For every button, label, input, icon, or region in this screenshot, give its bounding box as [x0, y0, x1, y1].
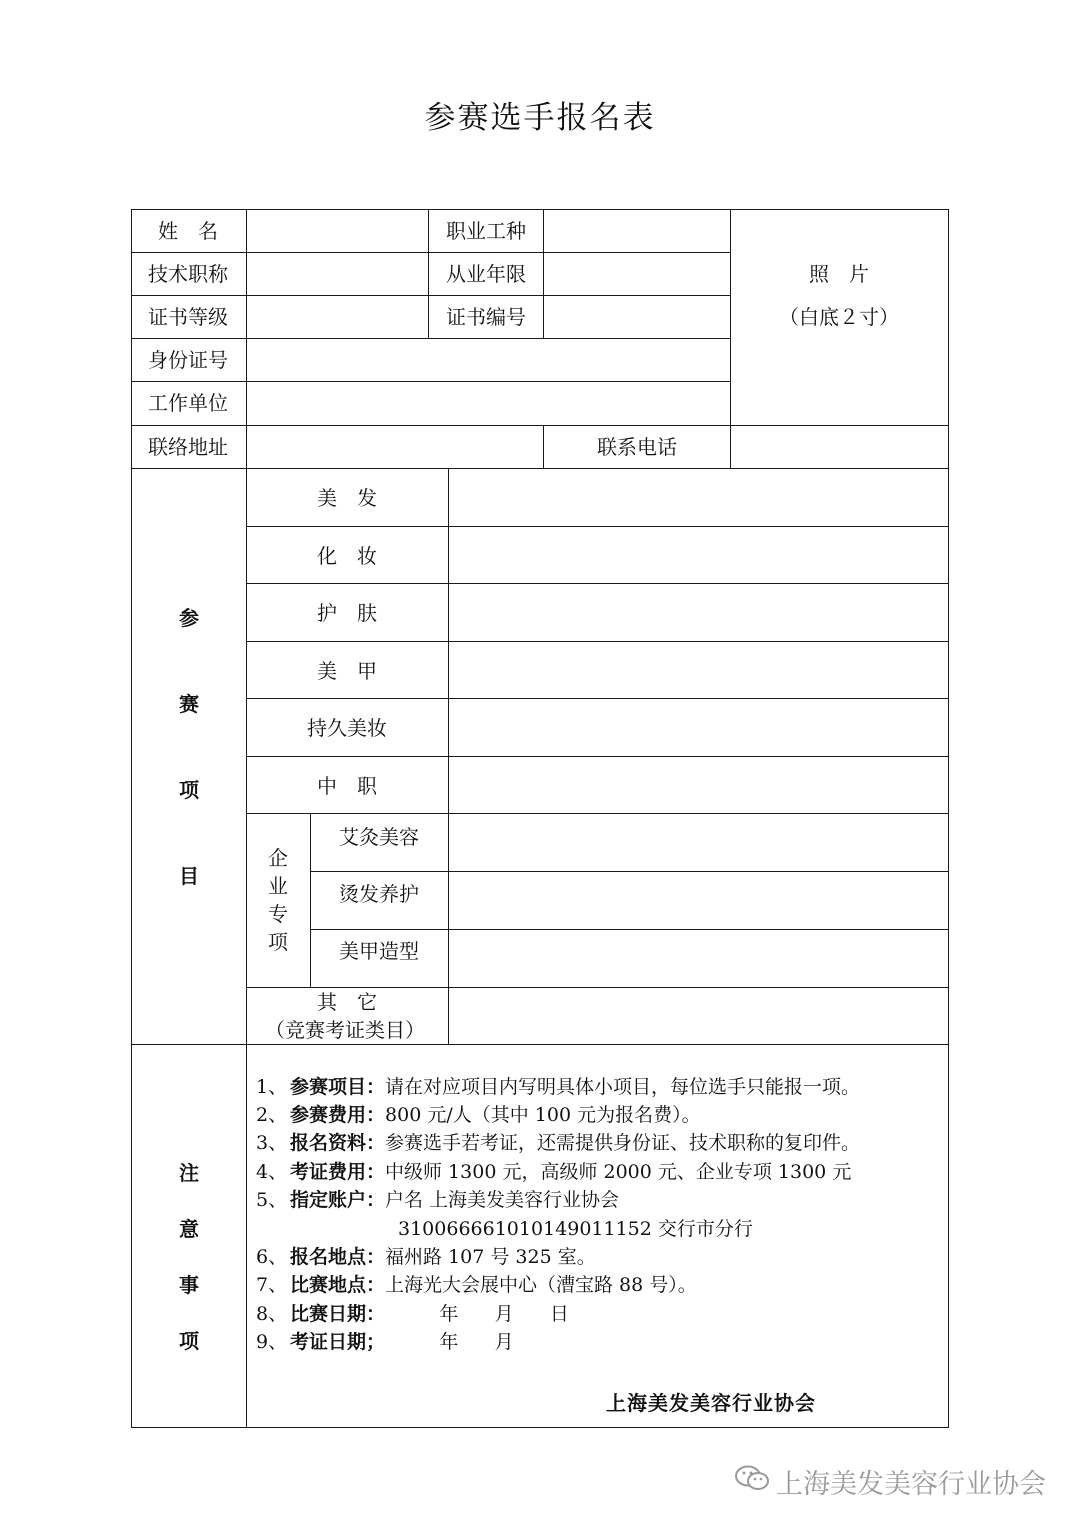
years-label: 从业年限	[446, 262, 526, 286]
form-title: 参赛选手报名表	[424, 100, 656, 136]
enterprise-item: 烫发养护	[339, 882, 419, 906]
notes-section-label: 注 意 事 项	[179, 1161, 199, 1353]
enterprise-item: 艾灸美容	[339, 825, 419, 849]
event-item: 化 妆	[317, 544, 377, 568]
photo-note: （白底２寸）	[779, 305, 899, 329]
note-item: 6、 报名地点：福州路 107 号 325 室。	[256, 1246, 596, 1268]
job-type-label: 职业工种	[446, 219, 526, 243]
event-item: 美 甲	[317, 659, 377, 683]
event-item: 持久美妆	[307, 716, 387, 740]
id-no-label: 身份证号	[148, 348, 228, 372]
note-item: 4、 考证费用：中级师 1300 元，高级师 2000 元、企业专项 1300 元	[256, 1161, 852, 1183]
tech-title-label: 技术职称	[148, 262, 228, 286]
event-item: 中 职	[317, 774, 377, 798]
cert-level-label: 证书等级	[148, 305, 228, 329]
note-item: 5、 指定账户：户名 上海美发美容行业协会	[256, 1189, 620, 1211]
event-item: 美 发	[317, 486, 377, 510]
note-item-continued: 310066661010149011152 交行市分行	[398, 1218, 753, 1240]
note-item: 9、 考证日期； 年 月	[256, 1331, 514, 1353]
other-note: （竞赛考证类目）	[265, 1018, 425, 1042]
note-item: 2、 参赛费用：800 元/人（其中 100 元为报名费）。	[256, 1104, 701, 1126]
events-section-label: 参 赛 项 目	[179, 606, 199, 888]
photo-label: 照 片	[809, 262, 869, 286]
note-item: 3、 报名资料：参赛选手若考证，还需提供身份证、技术职称的复印件。	[256, 1132, 861, 1154]
enterprise-item: 美甲造型	[339, 939, 419, 963]
employer-label: 工作单位	[148, 391, 228, 415]
phone-label: 联系电话	[597, 435, 677, 459]
address-label: 联络地址	[148, 435, 228, 459]
organization-signature: 上海美发美容行业协会	[606, 1391, 816, 1415]
note-item: 1、 参赛项目：请在对应项目内写明具体小项目，每位选手只能报一项。	[256, 1076, 861, 1098]
other-label: 其 它	[317, 990, 377, 1014]
note-item: 8、 比赛日期： 年 月 日	[256, 1303, 569, 1325]
event-item: 护 肤	[317, 601, 377, 625]
name-label: 姓 名	[158, 219, 218, 243]
wechat-icon	[734, 1464, 770, 1492]
note-item: 7、 比赛地点：上海光大会展中心（漕宝路 88 号）。	[256, 1274, 697, 1296]
cert-no-label: 证书编号	[446, 305, 526, 329]
watermark-text: 上海美发美容行业协会	[776, 1469, 1046, 1500]
enterprise-label: 企 业 专 项	[268, 846, 288, 954]
